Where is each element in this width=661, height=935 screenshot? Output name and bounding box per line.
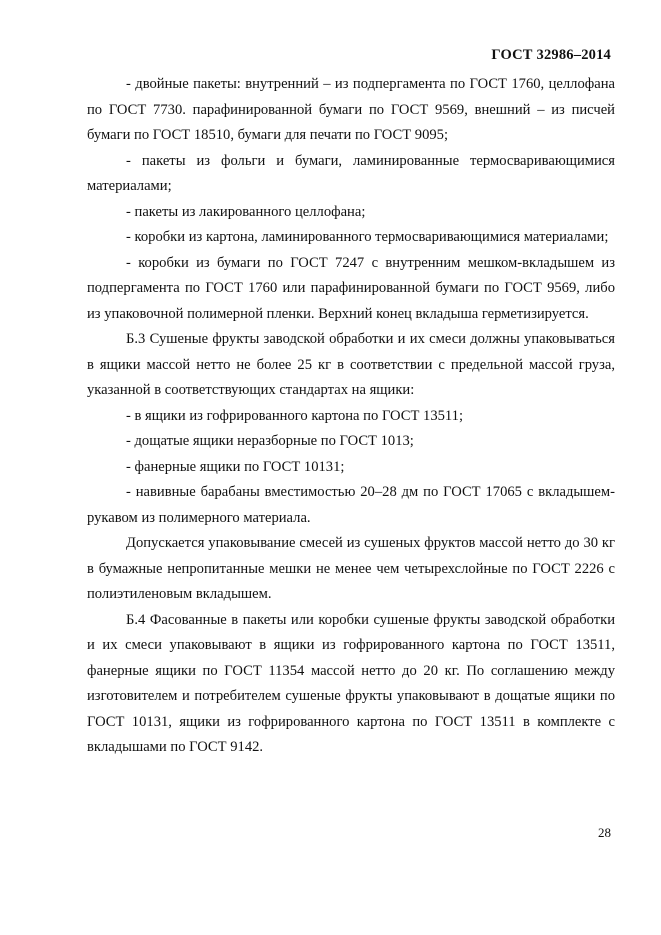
page-number: 28 [598, 825, 611, 840]
list-item-plank-boxes: - дощатые ящики неразборные по ГОСТ 1013; [126, 433, 414, 449]
list-item-cardboard-boxes: - коробки из картона, ламинированного термосваривающимися материалами; [126, 229, 609, 245]
list-item-double-bags: - двойные пакеты: внутренний – из подпергамента по ГОСТ 1760, целлофана по ГОСТ 7730. парафинированной бумаги по ГОСТ 9569, внешний – из писчей бумаги по ГОСТ 18510, бумаги для печати по ГОСТ 9095; [87, 76, 615, 143]
list-item-drums: - навивные барабаны вместимостью 20–28 дм по ГОСТ 17065 с вкладышем-рукавом из полимерного материала. [87, 484, 615, 526]
paragraph-paper-sacks: Допускается упаковывание смесей из сушеных фруктов массой нетто до 30 кг в бумажные непропитанные мешки не менее чем четырехслойные по ГОСТ 2226 с полиэтиленовым вкладышем. [87, 535, 615, 602]
document-header-standard: ГОСТ 32986–2014 [491, 47, 611, 63]
list-item-plywood-boxes: - фанерные ящики по ГОСТ 10131; [126, 458, 345, 475]
list-item-paper-boxes: - коробки из бумаги по ГОСТ 7247 с внутренним мешком-вкладышем из подпергамента по ГОСТ 1760 или парафинированной бумаги по ГОСТ 9569, либо из упаковочной полимерной пленки. Верхний конец вкладыша герметизируется. [87, 254, 615, 322]
section-b4-paragraph: Б.4 Фасованные в пакеты или коробки сушеные фрукты заводской обработки и их смеси упаковывают в ящики из гофрированного картона по ГОСТ 13511, фанерные ящики по ГОСТ 11354 массой нетто до 20 кг. По соглашению между изготовителем и потребителем сушеные фрукты упаковывают в дощатые ящики по ГОСТ 10131, ящики из гофрированного картона по ГОСТ 13511 в комплекте с вкладышами по ГОСТ 9142. [87, 611, 615, 755]
section-b3-paragraph: Б.3 Сушеные фрукты заводской обработки и их смеси должны упаковываться в ящики массой нетто не более 25 кг в соответствии с предельной массой груза, указанной в соответствующих стандартах на ящики: [87, 331, 615, 398]
list-item-lacquered-cellophane-bags: - пакеты из лакированного целлофана; [126, 203, 366, 220]
list-item-foil-bags: - пакеты из фольги и бумаги, ламинированные термосваривающимися материалами; [87, 152, 615, 194]
document-body [87, 72, 615, 761]
list-item-corrugated-boxes: - в ящики из гофрированного картона по ГОСТ 13511; [126, 407, 464, 424]
